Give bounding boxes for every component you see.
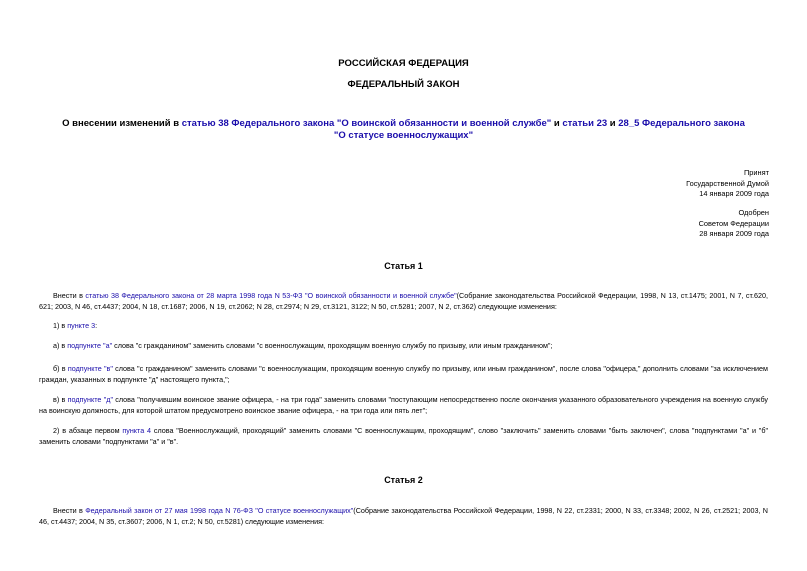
subitem-v-link[interactable]: подпункте "д": [67, 395, 114, 404]
subitem-b-link[interactable]: подпункте "в": [67, 364, 113, 373]
article1-intro-prefix: Внести в: [53, 291, 86, 300]
item2-prefix: 2) в абзаце первом: [53, 426, 123, 435]
article2-intro-suffix: (Собрание законодательства Российской Федерации, 1998, N 22, ст.2331; 2000, N 33, ст.3348; 2002, N 26, ст.2521; 2003, N 46, ст.4437; 2004, N 35, ст.3607; 2006, N 1, ст.2; N 50, ст.5281) следующие изменения:: [39, 506, 768, 526]
adopted-block: [519, 168, 769, 200]
item1-link[interactable]: пункте 3: [67, 321, 96, 330]
subitem-a-suffix: слова "с гражданином" заменить словами "с военнослужащим, проходящим военную службу по призыву, или иным гражданином";: [112, 341, 553, 350]
title-link-article28-5[interactable]: 28_5 Федерального закона "О статусе военнослужащих": [333, 118, 745, 141]
article2-heading: Статья 2: [384, 475, 423, 485]
item2-link[interactable]: пункта 4: [122, 426, 152, 435]
subitem-a-link[interactable]: подпункте "а": [67, 341, 113, 350]
law-type-heading: ФЕДЕРАЛЬНЫЙ ЗАКОН: [347, 79, 460, 90]
title-link-article23[interactable]: статьи 23: [562, 118, 608, 129]
approved-line1: Одобрен: [738, 208, 769, 217]
item2-suffix: слова "Военнослужащий, проходящий" заменить словами "С военнослужащим, проходящим", слово "заключить" заменить словами "быть заключен", слова "подпунктами "а" и "б" заменить словами "подпунктами "а" и "в".: [39, 426, 768, 446]
approved-block: [519, 208, 769, 240]
item1-suffix: :: [95, 321, 98, 330]
title-mid2: и: [607, 118, 619, 129]
article1-intro: [39, 290, 768, 312]
article2-intro-prefix: Внести в: [53, 506, 86, 515]
approved-date: 28 января 2009 года: [699, 229, 769, 238]
article2-intro: [39, 505, 768, 527]
article1-item1: [39, 320, 768, 331]
article1-item2: [39, 425, 768, 447]
title-link-article38[interactable]: статью 38 Федерального закона "О воинской обязанности и военной службе": [181, 118, 552, 129]
subitem-b-suffix: слова "с гражданином" заменить словами "с военнослужащим, проходящим военную службу по призыву, или иным гражданином", после слова "офицера," дополнить словами "за исключением граждан, указанных в подпункте "д" настоящего пункта,";: [39, 364, 769, 384]
country-heading: РОССИЙСКАЯ ФЕДЕРАЦИЯ: [338, 58, 469, 69]
law-title: [60, 118, 747, 142]
item1-prefix: 1) в: [53, 321, 68, 330]
article1-subitem-v: [39, 394, 768, 416]
article1-intro-link[interactable]: статью 38 Федерального закона от 28 марта 1998 года N 53-ФЗ "О воинской обязанности и военной службе": [85, 291, 457, 300]
subitem-v-prefix: в) в: [53, 395, 68, 404]
adopted-date: 14 января 2009 года: [699, 189, 769, 198]
article1-subitem-a: [39, 340, 768, 351]
approved-line2: Советом Федерации: [698, 218, 769, 228]
article1-subitem-b: [39, 363, 768, 385]
adopted-line2: Государственной Думой: [686, 178, 769, 188]
article1-heading: Статья 1: [384, 261, 423, 271]
subitem-v-suffix: слова "получившим воинское звание офицера, - на три года" заменить словами "поступающим непосредственно после окончания указанного образовательного учреждения на военную службу на воинскую должность, для которой штатом предусмотрено воинское звание офицера, - на три года или пять лет";: [39, 395, 768, 415]
article2-intro-link[interactable]: Федеральный закон от 27 мая 1998 года N 76-ФЗ "О статусе военнослужащих": [85, 506, 354, 515]
title-prefix: О внесении изменений в: [62, 118, 182, 129]
adopted-line1: Принят: [743, 168, 769, 177]
article1-intro-suffix: (Собрание законодательства Российской Федерации, 1998, N 13, ст.1475; 2001, N 7, ст.620, 621; 2003, N 46, ст.4437; 2004, N 18, ст.1687; 2006, N 19, ст.2062; N 28, ст.2974; N 29, ст.3121, 3122; N 50, ст.5281; 2007, N 2, ст.362) следующие изменения:: [39, 291, 768, 311]
title-mid1: и: [551, 118, 563, 129]
subitem-b-prefix: б) в: [53, 364, 68, 373]
subitem-a-prefix: а) в: [53, 341, 68, 350]
